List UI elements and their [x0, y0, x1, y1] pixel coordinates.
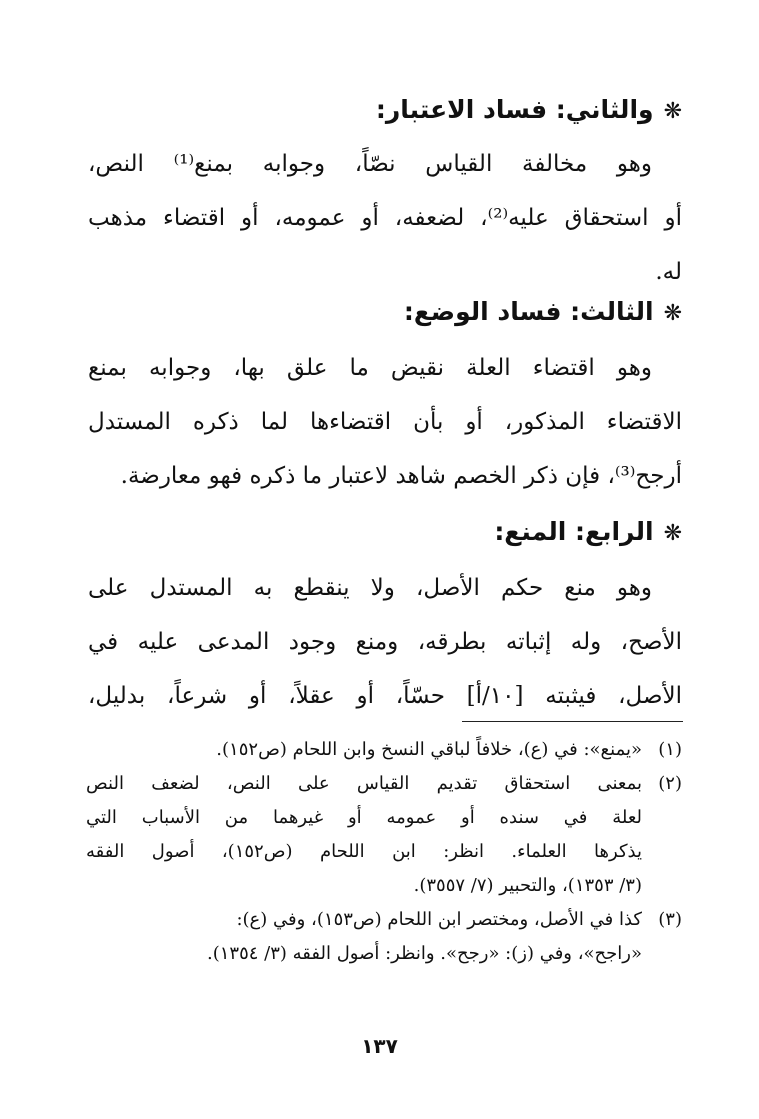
footnote-3-line: «راجح»، وفي (ز): «رجح». وانظر: أصول الفقه (٣/ ١٣٥٤). [207, 943, 642, 964]
heading-text: والثاني: فساد الاعتبار: [375, 95, 654, 124]
section-body [88, 561, 682, 723]
section-fasad-al-itibar [88, 90, 682, 130]
footnote-2-line: لعلة في سنده أو عمومه أو غيرهما من الأسباب التي [86, 807, 642, 828]
heading-marker-icon: ❋ [663, 301, 682, 326]
section-fasad-al-wad [88, 292, 682, 332]
footnote-number: (١) [658, 739, 682, 760]
section-heading [88, 512, 682, 552]
footnote-text: كذا في الأصل، ومختصر ابن اللحام (ص١٥٣)، وفي (ع): [236, 909, 642, 930]
footnote-1 [86, 733, 682, 767]
paragraph-line: أو استحقاق عليه⁽²⁾، لضعفه، أو عمومه، أو اقتضاء مذهب [88, 205, 682, 231]
footnote-text: بمعنى استحقاق تقديم القياس على النص، لضعف النص [86, 773, 642, 794]
section-body [88, 341, 682, 503]
footnote-separator [462, 721, 683, 722]
paragraph-line: وهو اقتضاء العلة نقيض ما علق بها، وجوابه بمنع [88, 355, 652, 381]
paragraph-line: وهو مخالفة القياس نصّاً، وجوابه بمنع⁽¹⁾ النص، [88, 151, 652, 177]
paragraph-line: الأصل، فيثبته [١٠/أ] حسّاً، أو عقلاً، أو شرعاً، بدليل، [88, 683, 682, 709]
footnote-2-line: يذكرها العلماء. انظر: ابن اللحام (ص١٥٢)، أصول الفقه [86, 841, 642, 862]
paragraph-line: وهو منع حكم الأصل، ولا ينقطع به المستدل على [88, 575, 652, 601]
footnote-2-line: (٣/ ١٣٥٣)، والتحبير (٧/ ٣٥٥٧). [413, 875, 642, 896]
footnote-2 [86, 767, 682, 801]
page-number: ١٣٧ [361, 1034, 398, 1058]
paragraph-line: الأصح، وله إثباته بطرقه، ومنع وجود المدعى عليه في [88, 629, 682, 655]
footnotes [86, 733, 682, 971]
heading-marker-icon: ❋ [663, 521, 682, 546]
footnote-number: (٢) [658, 773, 682, 794]
section-heading [88, 90, 682, 130]
heading-text: الثالث: فساد الوضع: [403, 297, 654, 326]
section-al-man [88, 512, 682, 552]
section-body [88, 137, 682, 299]
paragraph-line: الاقتضاء المذكور، أو بأن اقتضاءها لما ذكره المستدل [88, 409, 682, 435]
paragraph-line: أرجح⁽³⁾، فإن ذكر الخصم شاهد لاعتبار ما ذكره فهو معارضة. [120, 463, 682, 489]
heading-marker-icon: ❋ [663, 99, 682, 124]
section-heading [88, 292, 682, 332]
heading-text: الرابع: المنع: [494, 517, 654, 546]
footnote-3 [86, 903, 682, 937]
footnote-text: «يمنع»: في (ع)، خلافاً لباقي النسخ وابن اللحام (ص١٥٢). [216, 739, 642, 760]
footnote-number: (٣) [658, 909, 682, 930]
paragraph-line: له. [655, 259, 682, 285]
